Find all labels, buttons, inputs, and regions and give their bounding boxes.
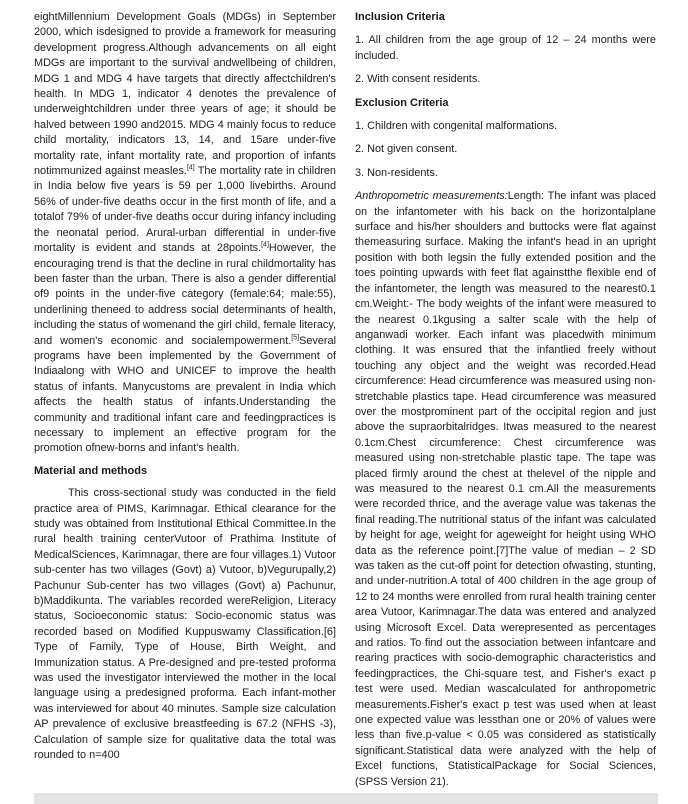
exclusion-item-3: 3. Non-residents.: [355, 166, 438, 179]
methods-paragraph: This cross-sectional study was conducted in the field practice area of PIMS, Karimnagar. Ethical clearance for the study was obtained from Institutional Ethical Committee.In the rural health training centerVutoor of Prathima Institute of MedicalSciences, Karimnagar, there are four villages.1) Vutoor sub-center has two villages (Govt) a) Vutoor, b)Vegurupally,2) Pachunur Sub-center has two villages (Govt) a) Pachunur, b)Maddikunta. The variables recorded wereReligion, Literacy status, Socioeconomic status: Socio-economic status was recorded based on Modified Kuppuswamy Classification.[6] Type of Family, Type of House, Birth Weight, and Immunization status. A Pre-designed and pre-tested proforma was used the investigator interviewed the mother in the local language using a predesigned proforma. Each infant-mother was interviewed for about 40 minutes. Sample size calculation AP prevalence of exclusive breastfeeding is 67.2 (NFHS -3), Calculation of sample size for qualitative data the total was rounded to n=400: [34, 487, 336, 762]
citation-ref-5: [5]: [291, 333, 300, 341]
citation-ref-4b: [4]: [261, 241, 269, 249]
exclusion-item-2: 2. Not given consent.: [355, 143, 458, 156]
exclusion-criteria-heading: Exclusion Criteria: [355, 96, 449, 109]
left-column: [34, 10, 336, 764]
introduction-paragraph: [34, 10, 336, 457]
exclusion-item-1: 1. Children with congenital malformations.: [355, 120, 558, 133]
page-footer-bar: [34, 793, 658, 804]
right-column: [355, 10, 656, 790]
anthropometric-text: Length: The infant was placed on the infantometer with his back on the horizontalplane surface and his/her shoulders and buttocks were flat against themeasuring surface. Making the infant's head in an upright position with both legsin the fully extended position and the toes pointing upwards with feet flat againstthe flexible end of the infantometer, the length was measured to the nearest0.1 cm.Weight:- The body weights of the infant were measured to the nearest 0.1kgusing a salter scale with the help of anganwadi worker. Each infant was placedwith minimum clothing. It was ensured that the infantlied freely without touching any object and the weight was recorded.Head circumference: Head circumference was measured using non-stretchable plastics tape. Head circumference was measured over the mostprominent part of the occipital region and just above the supraorbitalridges. Itwas measured to the nearest 0.1cm.Chest circumference: Chest circumference was measured using non-stretchable plastic tape. The tape was placed firmly around the chest at thelevel of the nipple and was measured to the nearest 0.1 cm.All the measurements were recorded thrice, and the average value was takenas the final reading.The nutritional status of the infant was calculated by height for age, weight for ageweight for height using WHO data as the reference point.[7]The value of median – 2 SD was taken as the cut-off point for detection ofwasting, stunting, and under-nutrition.A total of 400 children in the age group of 12 to 24 months were enrolled from rural health training center area Vutoor, Karimnagar.The data was entered and analyzed using Microsoft Excel. Data werepresented as percentages and ratios. To find out the association between infantcare and rearing practices with socio-demographic characteristics and feedingpractices, the Chi-square test, and Fisher's exact p test were used. Median wascalculated for anthropometric measurements.Fisher's exact p test was used when at least one expected value was lessthan one or 20% of values were less than five.p-value < 0.05 was considered as statistically significant.Statistical data were analyzed with the help of Excel functions, StatisticalPackage for Social Sciences, (SPSS Version 21).: [355, 190, 656, 788]
inclusion-item-2: 2. With consent residents.: [355, 73, 481, 86]
anthropometric-paragraph: [355, 189, 656, 790]
intro-text-part-2: The mortality rate in children in India below five years is 59 per 1,000 livebirths. Around 56% of under-five deaths occur in the first month of life, and a totalof 79% of under-five deaths occur during infancy including the neonatal period. Arural-urban differential in under-five mortality is evident and stands at 28points.: [34, 165, 336, 255]
inclusion-criteria-heading: Inclusion Criteria: [355, 11, 445, 23]
inclusion-item-1: 1. All children from the age group of 12 – 24 months were included.: [355, 34, 656, 62]
intro-text-part-4: Several programs have been implemented by the Government of Indiaalong with WHO and UNICEF to improve the health status of infants. Manycustoms are prevalent in India which affects the health status of infants.Understanding the community and traditional infant care and feedingpractices is necessary to implement an effective program for the promotion ofnew-borns and infant's health.: [34, 334, 336, 455]
methods-heading: Material and methods: [34, 464, 148, 477]
anthropometric-label: Anthropometric measurements:: [355, 190, 508, 203]
intro-text-part-1: eightMillennium Development Goals (MDGs) in September 2000, which isdesigned to provide a framework for measuring development progress.Although advancements on all eight MDGs are important to the survival andwellbeing of children, MDG 1 and MDG 4 have targets that directly affectchildren's health. In MDG 1, indicator 4 denotes the prevalence of underweightchildren under three years of age; it should be halved between 1990 and2015. MDG 4 mainly focus to reduce child mortality, indicators 13, 14, and 15are under-five mortality rate, infant mortality rate, and proportion of infants notimmunized against measles.: [34, 11, 336, 178]
intro-text-part-3: However, the encouraging trend is that the decline in rural childmortality has been faster than the urban. There is also a gender differential of9 points in the under-five category (female:64; male:55), underlining theneed to address social determinants of health, including the status of womenand the girl child, female literacy, and women's economic and socialempowerment.: [34, 242, 337, 347]
citation-ref-4a: [4]: [186, 164, 195, 172]
